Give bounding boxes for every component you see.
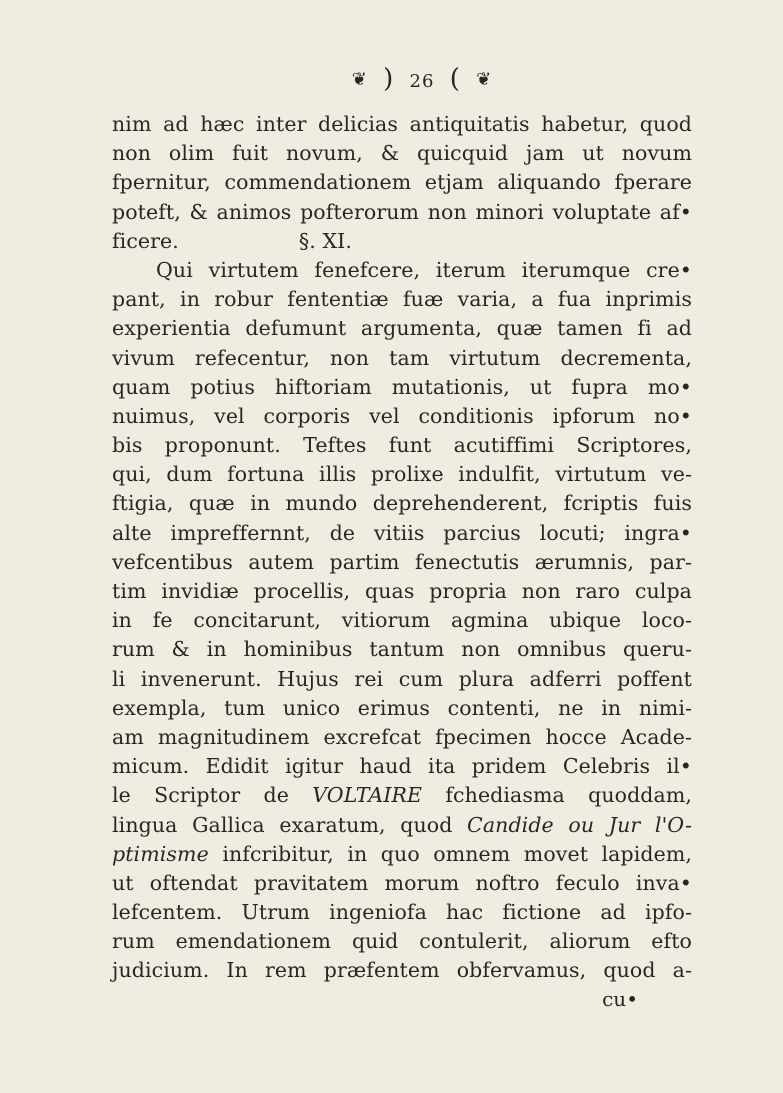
text-line: fpernitur, commendationem etjam aliquando fperare xyxy=(112,170,692,195)
book-title-part-1: Candide ou Jur l'O- xyxy=(467,812,692,837)
text-line: rum emendationem quid contulerit, aliorum efto xyxy=(112,929,692,954)
text-line: micum. Edidit igitur haud ita pridem Celebris il• xyxy=(112,754,692,779)
text-line: judicium. In rem præfentem obfervamus, quod a- xyxy=(112,958,692,983)
book-title-part-2: ptimisme xyxy=(112,841,209,866)
text-line: poteft, & animos pofterorum non minori voluptate af• xyxy=(112,199,692,224)
page-number: 26 xyxy=(409,71,435,92)
text-segment: fchediasma quoddam, xyxy=(445,783,692,808)
text-line: li invenerunt. Hujus rei cum plura adferri poffent xyxy=(112,666,692,691)
left-bracket: ) xyxy=(383,64,395,94)
text-segment: lingua Gallica exaratum, quod xyxy=(112,812,453,837)
text-line: experientia defumunt argumenta, quæ tamen fi ad xyxy=(112,316,692,341)
text-line-mixed xyxy=(112,781,692,810)
page xyxy=(112,62,692,1012)
section-mark: §. XI. xyxy=(298,228,352,253)
text-line: non olim fuit novum, & quicquid jam ut novum xyxy=(112,141,692,166)
left-ornament-icon: ❦ xyxy=(351,69,368,90)
text-line: quam potius hiftoriam mutationis, ut fupra mo• xyxy=(112,374,692,399)
text-line-end: ficere. xyxy=(112,228,179,253)
text-line: ftigia, quæ in mundo deprehenderent, fcriptis fuis xyxy=(112,491,692,516)
running-head xyxy=(152,62,692,96)
text-line: tim invidiæ procellis, quas propria non raro culpa xyxy=(112,579,692,603)
text-line: alte impreffernnt, de vitiis parcius locuti; ingra• xyxy=(112,520,692,545)
text-line-mixed xyxy=(112,840,692,869)
section-heading-line xyxy=(112,227,692,256)
text-line: rum & in hominibus tantum non omnibus queru- xyxy=(112,637,692,662)
text-line: bis proponunt. Teftes funt acutiffimi Scriptores, xyxy=(112,433,692,458)
text-line: in fe concitarunt, vitiorum agmina ubique loco- xyxy=(112,608,692,633)
text-line: pant, in robur fententiæ fuæ varia, a fua inprimis xyxy=(112,287,692,312)
text-line: Qui virtutem fenefcere, iterum iterumque cre• xyxy=(156,257,692,282)
text-line: qui, dum fortuna illis prolixe indulfit, virtutum ve- xyxy=(112,462,692,487)
text-segment: infcribitur, in quo omnem movet lapidem, xyxy=(222,841,692,866)
right-bracket: ( xyxy=(449,64,461,94)
text-line: vefcentibus autem partim fenectutis ærumnis, par- xyxy=(112,549,692,574)
right-ornament-icon: ❦ xyxy=(476,69,493,90)
catchword: cu• xyxy=(602,986,638,1011)
text-line: ut oftendat pravitatem morum noftro feculo inva• xyxy=(112,870,692,895)
author-name: VOLTAIRE xyxy=(312,783,423,808)
text-line: exempla, tum unico erimus contenti, ne in nimi- xyxy=(112,695,692,720)
text-line: nim ad hæc inter delicias antiquitatis habetur, quod xyxy=(112,112,692,136)
text-line: am magnitudinem excrefcat fpecimen hocce Acade- xyxy=(112,724,692,749)
text-line: vivum refecentur, non tam virtutum decrementa, xyxy=(112,345,692,370)
text-line: nuimus, vel corporis vel conditionis ipforum no• xyxy=(112,403,692,428)
text-line: lefcentem. Utrum ingeniofa hac fictione ad ipfo- xyxy=(112,900,692,925)
text-line-mixed xyxy=(112,811,692,840)
text-segment: le Scriptor de xyxy=(112,783,290,808)
body-text xyxy=(112,110,692,986)
